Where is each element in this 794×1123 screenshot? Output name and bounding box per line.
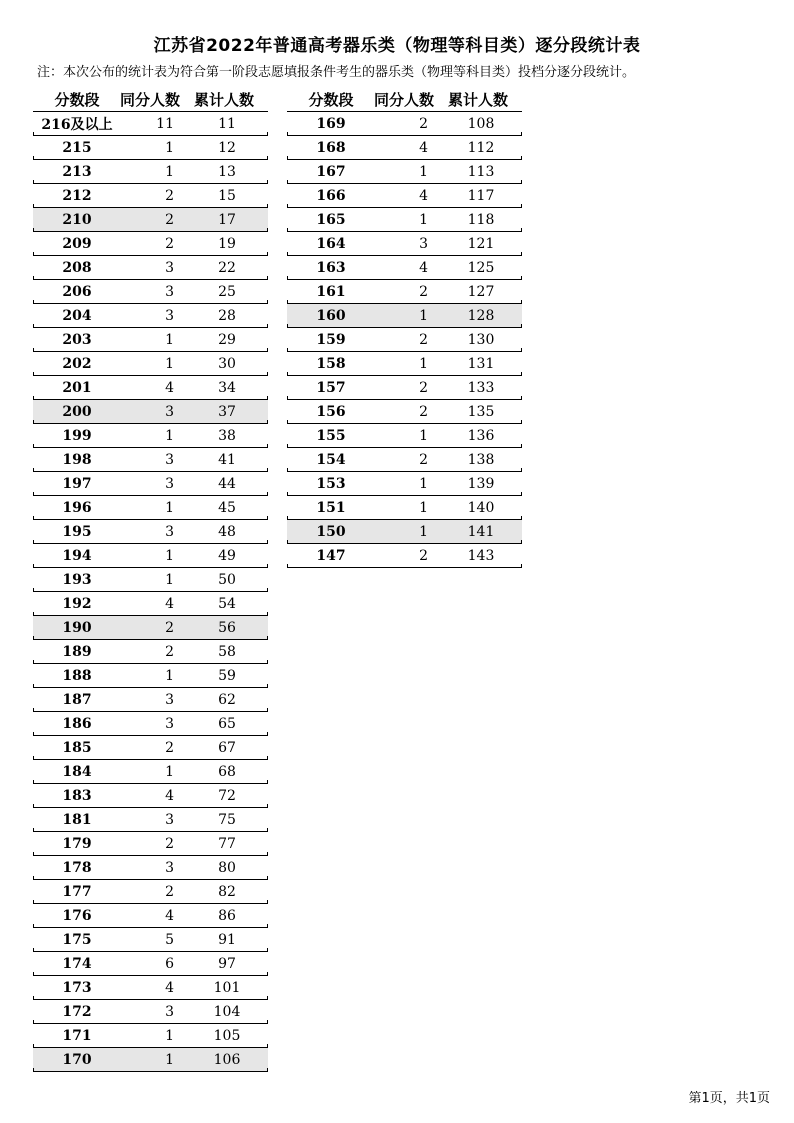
cumulative-cell: 97 bbox=[218, 955, 236, 972]
score-cell: 161 bbox=[316, 283, 346, 300]
header-count: 同分人数 bbox=[373, 90, 434, 109]
score-cell: 201 bbox=[62, 379, 92, 396]
count-cell: 3 bbox=[165, 307, 174, 324]
score-cell: 155 bbox=[316, 427, 346, 444]
table-row bbox=[33, 448, 268, 472]
cumulative-cell: 112 bbox=[467, 139, 495, 156]
table-row bbox=[287, 544, 522, 568]
score-cell: 196 bbox=[62, 499, 92, 516]
table-row bbox=[33, 952, 268, 976]
cumulative-cell: 141 bbox=[467, 523, 495, 540]
cumulative-cell: 59 bbox=[218, 667, 236, 684]
count-cell: 2 bbox=[419, 331, 428, 348]
score-cell: 187 bbox=[62, 691, 92, 708]
cumulative-cell: 72 bbox=[218, 787, 236, 804]
table-row bbox=[33, 808, 268, 832]
table-header bbox=[287, 87, 522, 112]
header-score: 分数段 bbox=[308, 90, 354, 109]
score-cell: 150 bbox=[316, 523, 346, 540]
table-row bbox=[287, 256, 522, 280]
count-cell: 4 bbox=[419, 187, 428, 204]
cumulative-cell: 80 bbox=[218, 859, 236, 876]
score-cell: 156 bbox=[316, 403, 346, 420]
cumulative-cell: 136 bbox=[467, 427, 495, 444]
count-cell: 3 bbox=[165, 259, 174, 276]
count-cell: 1 bbox=[165, 427, 174, 444]
count-cell: 1 bbox=[165, 1051, 174, 1068]
table-note: 注：本次公布的统计表为符合第一阶段志愿填报条件考生的器乐类（物理等科目类）投档分逐分段统计。 bbox=[37, 65, 636, 80]
score-cell: 176 bbox=[62, 907, 92, 924]
cumulative-cell: 48 bbox=[218, 523, 236, 540]
count-cell: 3 bbox=[165, 811, 174, 828]
table-row bbox=[33, 760, 268, 784]
cumulative-cell: 37 bbox=[218, 403, 236, 420]
score-cell: 173 bbox=[62, 979, 92, 996]
table-body bbox=[287, 112, 522, 568]
table-row bbox=[287, 136, 522, 160]
cumulative-cell: 54 bbox=[218, 595, 236, 612]
table-row bbox=[33, 1024, 268, 1048]
score-cell: 185 bbox=[62, 739, 92, 756]
table-row bbox=[33, 976, 268, 1000]
score-cell: 210 bbox=[62, 211, 92, 228]
score-cell: 192 bbox=[62, 595, 92, 612]
cumulative-cell: 121 bbox=[467, 235, 495, 252]
count-cell: 1 bbox=[419, 427, 428, 444]
cumulative-cell: 50 bbox=[218, 571, 236, 588]
score-cell: 204 bbox=[62, 307, 92, 324]
table-row bbox=[33, 640, 268, 664]
count-cell: 1 bbox=[419, 475, 428, 492]
score-cell: 178 bbox=[62, 859, 92, 876]
table-row bbox=[33, 520, 268, 544]
cumulative-cell: 108 bbox=[467, 115, 495, 132]
score-cell: 194 bbox=[62, 547, 92, 564]
table-row bbox=[33, 256, 268, 280]
score-cell: 198 bbox=[62, 451, 92, 468]
table-row bbox=[287, 232, 522, 256]
cumulative-cell: 82 bbox=[218, 883, 236, 900]
table-row bbox=[287, 304, 522, 328]
table-row bbox=[287, 352, 522, 376]
score-cell: 200 bbox=[62, 403, 92, 420]
score-cell: 158 bbox=[316, 355, 346, 372]
score-cell: 153 bbox=[316, 475, 346, 492]
table-row bbox=[33, 616, 268, 640]
score-cell: 157 bbox=[316, 379, 346, 396]
count-cell: 2 bbox=[419, 283, 428, 300]
cumulative-cell: 62 bbox=[218, 691, 236, 708]
count-cell: 2 bbox=[165, 643, 174, 660]
cumulative-cell: 30 bbox=[218, 355, 236, 372]
cumulative-cell: 17 bbox=[218, 211, 236, 228]
header-cumulative: 累计人数 bbox=[447, 90, 508, 109]
table-row bbox=[33, 880, 268, 904]
table-row bbox=[33, 496, 268, 520]
score-cell: 163 bbox=[316, 259, 346, 276]
cumulative-cell: 68 bbox=[218, 763, 236, 780]
score-cell: 168 bbox=[316, 139, 346, 156]
table-body bbox=[33, 112, 268, 1072]
score-cell: 209 bbox=[62, 235, 92, 252]
cumulative-cell: 28 bbox=[218, 307, 236, 324]
score-cell: 164 bbox=[316, 235, 346, 252]
count-cell: 1 bbox=[165, 163, 174, 180]
table-row bbox=[33, 232, 268, 256]
score-cell: 154 bbox=[316, 451, 346, 468]
table-row bbox=[287, 112, 522, 136]
count-cell: 3 bbox=[165, 859, 174, 876]
page-title: 江苏省2022年普通高考器乐类（物理等科目类）逐分段统计表 bbox=[153, 36, 641, 56]
count-cell: 1 bbox=[165, 139, 174, 156]
count-cell: 2 bbox=[419, 547, 428, 564]
cumulative-cell: 77 bbox=[218, 835, 236, 852]
count-cell: 2 bbox=[419, 451, 428, 468]
cumulative-cell: 105 bbox=[213, 1027, 241, 1044]
count-cell: 3 bbox=[165, 691, 174, 708]
cumulative-cell: 67 bbox=[218, 739, 236, 756]
score-cell: 203 bbox=[62, 331, 92, 348]
cumulative-cell: 106 bbox=[213, 1051, 241, 1068]
score-cell: 215 bbox=[62, 139, 92, 156]
table-row bbox=[33, 160, 268, 184]
score-cell: 159 bbox=[316, 331, 346, 348]
score-cell: 177 bbox=[62, 883, 92, 900]
count-cell: 11 bbox=[156, 115, 174, 132]
score-cell: 175 bbox=[62, 931, 92, 948]
table-row bbox=[33, 688, 268, 712]
table-row bbox=[287, 376, 522, 400]
count-cell: 1 bbox=[165, 763, 174, 780]
cumulative-cell: 12 bbox=[218, 139, 236, 156]
table-row bbox=[33, 784, 268, 808]
score-cell: 190 bbox=[62, 619, 92, 636]
cumulative-cell: 75 bbox=[218, 811, 236, 828]
table-row bbox=[33, 472, 268, 496]
score-cell: 183 bbox=[62, 787, 92, 804]
count-cell: 2 bbox=[419, 115, 428, 132]
count-cell: 2 bbox=[165, 739, 174, 756]
cumulative-cell: 128 bbox=[467, 307, 495, 324]
table-row bbox=[287, 400, 522, 424]
table-row bbox=[33, 400, 268, 424]
cumulative-cell: 135 bbox=[467, 403, 495, 420]
count-cell: 1 bbox=[419, 499, 428, 516]
count-cell: 3 bbox=[165, 475, 174, 492]
count-cell: 1 bbox=[165, 499, 174, 516]
count-cell: 5 bbox=[165, 931, 174, 948]
table-row bbox=[287, 496, 522, 520]
count-cell: 3 bbox=[165, 283, 174, 300]
count-cell: 1 bbox=[419, 523, 428, 540]
cumulative-cell: 34 bbox=[218, 379, 236, 396]
cumulative-cell: 139 bbox=[467, 475, 495, 492]
score-cell: 181 bbox=[62, 811, 92, 828]
score-cell: 199 bbox=[62, 427, 92, 444]
count-cell: 2 bbox=[419, 379, 428, 396]
score-cell: 208 bbox=[62, 259, 92, 276]
table-row bbox=[33, 208, 268, 232]
cumulative-cell: 41 bbox=[218, 451, 236, 468]
cumulative-cell: 11 bbox=[218, 115, 236, 132]
score-cell: 160 bbox=[316, 307, 346, 324]
table-row bbox=[33, 136, 268, 160]
cumulative-cell: 56 bbox=[218, 619, 236, 636]
table-row bbox=[33, 928, 268, 952]
count-cell: 2 bbox=[165, 235, 174, 252]
score-cell: 193 bbox=[62, 571, 92, 588]
score-table-right bbox=[287, 87, 522, 568]
table-header bbox=[33, 87, 268, 112]
count-cell: 3 bbox=[165, 1003, 174, 1020]
table-row bbox=[33, 112, 268, 136]
count-cell: 4 bbox=[165, 379, 174, 396]
table-row bbox=[33, 1000, 268, 1024]
count-cell: 4 bbox=[165, 787, 174, 804]
count-cell: 1 bbox=[419, 163, 428, 180]
count-cell: 2 bbox=[165, 883, 174, 900]
cumulative-cell: 29 bbox=[218, 331, 236, 348]
cumulative-cell: 25 bbox=[218, 283, 236, 300]
table-row bbox=[287, 328, 522, 352]
table-row bbox=[287, 184, 522, 208]
cumulative-cell: 131 bbox=[467, 355, 495, 372]
score-cell: 189 bbox=[62, 643, 92, 660]
count-cell: 4 bbox=[419, 139, 428, 156]
count-cell: 3 bbox=[165, 523, 174, 540]
cumulative-cell: 104 bbox=[213, 1003, 241, 1020]
score-cell: 169 bbox=[316, 115, 346, 132]
table-row bbox=[33, 736, 268, 760]
table-row bbox=[33, 304, 268, 328]
count-cell: 4 bbox=[419, 259, 428, 276]
score-cell: 172 bbox=[62, 1003, 92, 1020]
score-table-left bbox=[33, 87, 268, 1072]
score-cell: 212 bbox=[62, 187, 92, 204]
count-cell: 1 bbox=[165, 355, 174, 372]
cumulative-cell: 140 bbox=[467, 499, 495, 516]
cumulative-cell: 38 bbox=[218, 427, 236, 444]
table-row bbox=[33, 1048, 268, 1072]
score-cell: 166 bbox=[316, 187, 346, 204]
cumulative-cell: 13 bbox=[218, 163, 236, 180]
count-cell: 4 bbox=[165, 907, 174, 924]
score-cell: 171 bbox=[62, 1027, 92, 1044]
cumulative-cell: 58 bbox=[218, 643, 236, 660]
cumulative-cell: 133 bbox=[467, 379, 495, 396]
count-cell: 1 bbox=[419, 307, 428, 324]
score-cell: 197 bbox=[62, 475, 92, 492]
table-row bbox=[287, 160, 522, 184]
table-row bbox=[287, 472, 522, 496]
table-row bbox=[33, 904, 268, 928]
page-footer: 第1页，共1页 bbox=[688, 1091, 770, 1106]
table-row bbox=[33, 856, 268, 880]
table-row bbox=[33, 712, 268, 736]
table-row bbox=[287, 424, 522, 448]
cumulative-cell: 130 bbox=[467, 331, 495, 348]
header-count: 同分人数 bbox=[119, 90, 180, 109]
cumulative-cell: 127 bbox=[467, 283, 495, 300]
count-cell: 1 bbox=[165, 547, 174, 564]
score-cell: 147 bbox=[316, 547, 346, 564]
score-cell: 170 bbox=[62, 1051, 92, 1068]
table-row bbox=[33, 568, 268, 592]
count-cell: 6 bbox=[165, 955, 174, 972]
header-cumulative: 累计人数 bbox=[193, 90, 254, 109]
cumulative-cell: 45 bbox=[218, 499, 236, 516]
count-cell: 1 bbox=[419, 211, 428, 228]
score-cell: 195 bbox=[62, 523, 92, 540]
table-row bbox=[33, 352, 268, 376]
table-row bbox=[33, 664, 268, 688]
score-cell: 186 bbox=[62, 715, 92, 732]
table-row bbox=[287, 448, 522, 472]
count-cell: 3 bbox=[165, 403, 174, 420]
cumulative-cell: 138 bbox=[467, 451, 495, 468]
cumulative-cell: 125 bbox=[467, 259, 495, 276]
cumulative-cell: 19 bbox=[218, 235, 236, 252]
table-row bbox=[287, 520, 522, 544]
table-row bbox=[33, 328, 268, 352]
score-cell: 165 bbox=[316, 211, 346, 228]
cumulative-cell: 86 bbox=[218, 907, 236, 924]
cumulative-cell: 15 bbox=[218, 187, 236, 204]
count-cell: 2 bbox=[165, 619, 174, 636]
count-cell: 3 bbox=[165, 715, 174, 732]
cumulative-cell: 101 bbox=[213, 979, 241, 996]
score-cell: 213 bbox=[62, 163, 92, 180]
table-row bbox=[33, 544, 268, 568]
cumulative-cell: 91 bbox=[218, 931, 236, 948]
table-row bbox=[33, 376, 268, 400]
count-cell: 4 bbox=[165, 595, 174, 612]
score-cell: 188 bbox=[62, 667, 92, 684]
count-cell: 1 bbox=[165, 1027, 174, 1044]
count-cell: 2 bbox=[419, 403, 428, 420]
cumulative-cell: 49 bbox=[218, 547, 236, 564]
score-cell: 202 bbox=[62, 355, 92, 372]
count-cell: 3 bbox=[419, 235, 428, 252]
table-row bbox=[33, 184, 268, 208]
count-cell: 2 bbox=[165, 211, 174, 228]
count-cell: 1 bbox=[165, 331, 174, 348]
count-cell: 1 bbox=[419, 355, 428, 372]
score-cell: 206 bbox=[62, 283, 92, 300]
cumulative-cell: 143 bbox=[467, 547, 495, 564]
table-row bbox=[33, 592, 268, 616]
cumulative-cell: 65 bbox=[218, 715, 236, 732]
score-cell: 167 bbox=[316, 163, 346, 180]
count-cell: 3 bbox=[165, 451, 174, 468]
score-cell: 216及以上 bbox=[41, 116, 113, 133]
score-cell: 179 bbox=[62, 835, 92, 852]
count-cell: 1 bbox=[165, 571, 174, 588]
count-cell: 1 bbox=[165, 667, 174, 684]
table-row bbox=[287, 208, 522, 232]
score-cell: 151 bbox=[316, 499, 346, 516]
cumulative-cell: 113 bbox=[467, 163, 495, 180]
count-cell: 2 bbox=[165, 187, 174, 204]
cumulative-cell: 118 bbox=[467, 211, 495, 228]
header-score: 分数段 bbox=[54, 90, 100, 109]
table-row bbox=[287, 280, 522, 304]
count-cell: 2 bbox=[165, 835, 174, 852]
count-cell: 4 bbox=[165, 979, 174, 996]
cumulative-cell: 117 bbox=[467, 187, 495, 204]
table-row bbox=[33, 280, 268, 304]
score-cell: 184 bbox=[62, 763, 92, 780]
table-row bbox=[33, 832, 268, 856]
cumulative-cell: 44 bbox=[218, 475, 236, 492]
table-row bbox=[33, 424, 268, 448]
cumulative-cell: 22 bbox=[218, 259, 236, 276]
score-cell: 174 bbox=[62, 955, 92, 972]
